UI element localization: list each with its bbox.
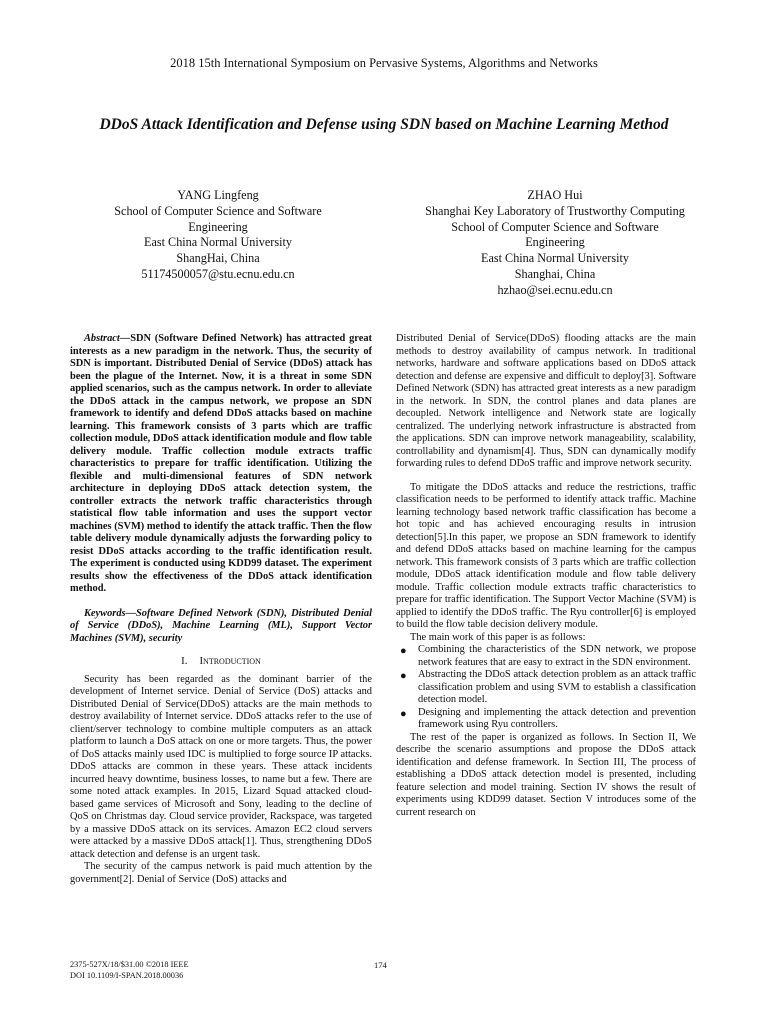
list-item	[400, 669, 696, 707]
right-paragraph-1: Distributed Denial of Service(DDoS) flooding attacks are the main methods to destroy availability of campus network. In traditional networks, hardware and software applications based on DDoS attack detection and defense are expensive and difficult to deploy[3]. Software Defined Network (SDN) has attracted great interests as a new paradigm in the network. In SDN, the control planes and data planes are decoupled. Network intelligence and Network state are logically centralized. The underlying network infrastructure is abstracted from the applications. SDN can improve network manageability, scalability, controllability and dynamism[4]. Thus, SDN can dynamically modify forwarding rules to defend DDoS traffic and improve network security.	[396, 333, 696, 469]
affiliation-line: Shanghai, China	[514, 266, 596, 281]
copyright-line: 2375-527X/18/$31.00 ©2018 IEEE	[70, 960, 189, 969]
paper-title: DDoS Attack Identification and Defense using SDN based on Machine Learning Method	[99, 116, 669, 133]
contribution-list	[396, 644, 696, 732]
affiliation-line: School of Computer Science and Software	[114, 203, 322, 218]
affiliation-line: East China Normal University	[481, 251, 629, 266]
bullet-icon: ●	[400, 707, 407, 720]
author-email: hzhao@sei.ecnu.edu.cn	[497, 282, 613, 297]
bullet-icon: ●	[400, 670, 407, 682]
section-heading-introduction	[70, 655, 372, 668]
right-column	[396, 333, 696, 819]
author-name: YANG Lingfeng	[177, 188, 259, 202]
section-number: I.	[181, 655, 188, 667]
list-item-text: Designing and implementing the attack detection and prevention framework using Ryu controllers.	[418, 706, 696, 730]
affiliation-line: Shanghai Key Laboratory of Trustworthy Computing	[425, 203, 685, 218]
intro-paragraph-1: Security has been regarded as the dominant barrier of the development of Internet service. Denial of Service (DoS) attacks and Distributed Denial of Service(DDoS) attacks are the main methods to destroy availability of Internet service. DDoS attacks refer to the use of client/server technology to combine multiple computers as an attack platform to launch a DoS attack on one or more targets. Thus, the power of DoS attacks mainly used IDC is multiplied to forge source IP attacks. DDoS attacks are common in these years. These attack incidents incurred heavy downtime, business losses, to name but a few. There are some noted attack examples. In 2015, Lizard Squad attacked cloud-based game services of Microsoft and Sony, leading to the decline of QoS on Christmas day. Cloud service provider, Rackspace, was targeted by a massive DDoS attack on its services. Amazon EC2 cloud servers were attacked by a massive DDoS attack[1]. Thus, strengthening DDoS attack detection and defense is an urgent task.	[70, 673, 372, 860]
left-column	[70, 333, 372, 886]
author-block-2	[390, 188, 720, 299]
list-item-text: Abstracting the DDoS attack detection problem as an attack traffic classification problem and using SVM to establish a classification detection model.	[418, 669, 696, 705]
keywords: Keywords—Software Defined Network (SDN), Distributed Denial of Service (DDoS), Machine Learning (ML), Support Vector Machines (SVM), security	[70, 607, 372, 644]
affiliation-line: ShangHai, China	[176, 251, 260, 266]
footer-copyright	[70, 960, 189, 981]
affiliation-line: Engineering	[188, 219, 248, 234]
bullet-icon: ●	[400, 645, 407, 657]
list-item-text: Combining the characteristics of the SDN network, we propose network features that are easy to extract in the SDN environment.	[418, 644, 696, 668]
author-name: ZHAO Hui	[527, 188, 583, 202]
list-item	[400, 706, 696, 732]
abstract-label: Abstract—	[84, 333, 131, 344]
author-email: 51174500057@stu.ecnu.edu.cn	[141, 266, 295, 281]
affiliation-line: Engineering	[525, 235, 585, 250]
right-paragraph-2: To mitigate the DDoS attacks and reduce the restrictions, traffic classification needs to be performed to identify attack traffic. Machine learning technology based network traffic classification has become a hot topic and has achieved encouraging results in intrusion detection[5].In this paper, we propose an SDN framework to identify and defend DDoS attacks based on machine learning for the campus network. This framework consists of 3 parts which are traffic collection module, DDoS attack identification module and flow table delivery module. Traffic collection module extracts traffic characteristics to prepare for traffic identification. The Support Vector Machine (SVM) is applied to identify the DDoS traffic. The Ryu controller[6] is employed to build the flow table decision delivery module.	[396, 481, 696, 630]
page-number: 174	[374, 960, 387, 970]
list-item	[400, 644, 696, 669]
abstract-text: SDN (Software Defined Network) has attracted great interests as a new paradigm in the network. Thus, the security of SDN is important. Distributed Denial of Service (DDoS) attack has been the plague of the Internet. Now, it is a threat in some SDN applied scenarios, such as the campus network. In order to alleviate the DDoS attack in the campus network, we propose an SDN framework to identify and defend DDoS attacks based on machine learning. This framework consists of 3 parts which are traffic collection module, DDoS attack identification module and flow table delivery module. Traffic collection module extracts traffic characteristics to prepare for traffic identification. Utilizing the flexible and multi-dimensional features of SDN network architecture in deploying DDoS attack detection system, the controller extracts the network traffic characteristics through statistical flow table information and uses the support vector machines (SVM) method to identify the attack traffic. Then the flow table delivery module dynamically adjusts the forwarding policy to resist DDoS attacks according to the traffic identification result. The experiment is conducted using KDD99 dataset. The experiment results show the effectiveness of the DDoS attack identification method.	[70, 333, 372, 594]
intro-paragraph-2: The security of the campus network is paid much attention by the government[2]. Denial of Service (DoS) attacks and	[70, 861, 372, 885]
affiliation-line: East China Normal University	[144, 235, 292, 250]
conference-name: 2018 15th International Symposium on Pervasive Systems, Algorithms and Networks	[170, 56, 598, 70]
affiliation-line: School of Computer Science and Software	[451, 219, 659, 234]
abstract	[70, 333, 372, 596]
doi-line: DOI 10.1109/I-SPAN.2018.00036	[70, 970, 184, 980]
author-block-1	[58, 188, 378, 283]
section-title: Introduction	[199, 655, 261, 667]
right-paragraph-3: The main work of this paper is as follows:	[410, 631, 586, 643]
right-paragraph-4: The rest of the paper is organized as follows. In Section II, We describe the scenario assumptions and propose the DDoS attack identification and defense framework. In Section III, The process of establishing a DDoS attack detection model is presented, including feature selection and model training. Section IV shows the result of experiments using KDD99 dataset. Section V introduces some of the current research on	[396, 731, 696, 818]
